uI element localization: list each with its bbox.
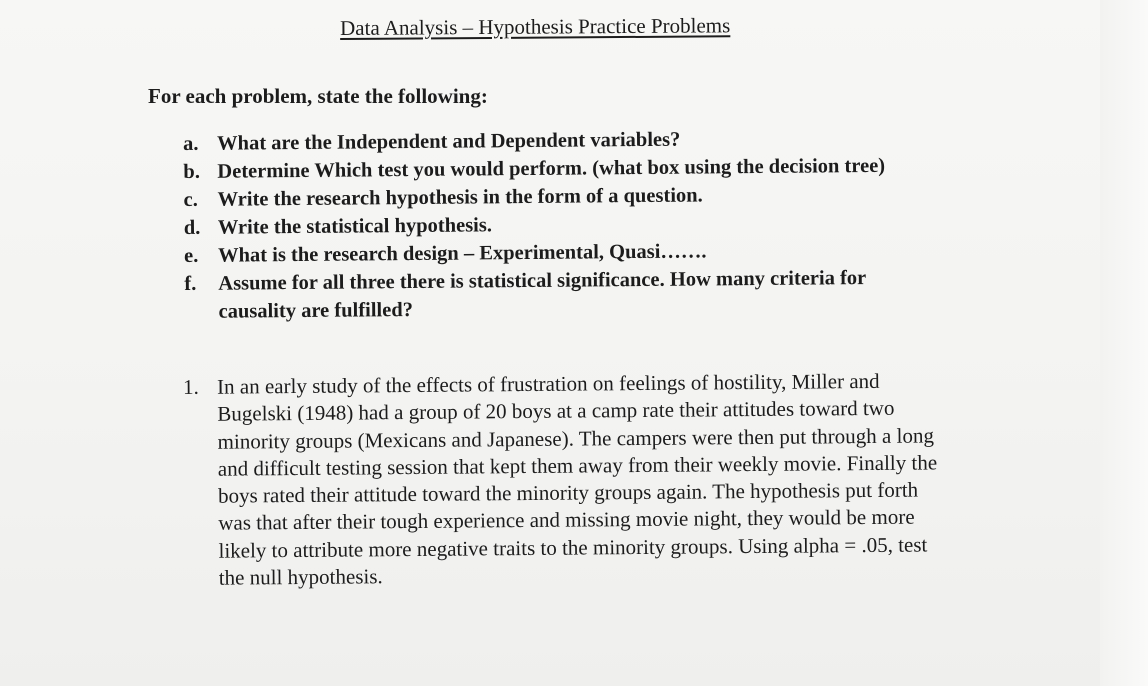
criteria-text: Assume for all three there is statistical significance. How many criteria for causality are fulfilled? [218, 267, 866, 323]
criteria-letter: c. [183, 188, 198, 211]
criteria-text: What are the Independent and Dependent variables? [217, 128, 681, 155]
criteria-text: What is the research design – Experimental, Quasi……. [218, 240, 707, 267]
criteria-text: Write the research hypothesis in the form of a question. [217, 184, 703, 211]
criteria-text: Determine Which test you would perform. (what box using the decision tree) [217, 154, 886, 183]
criteria-item-f [184, 263, 944, 326]
criteria-letter: b. [183, 160, 200, 183]
problem-number: 1. [183, 374, 199, 399]
criteria-letter: e. [184, 244, 199, 267]
criteria-text: Write the statistical hypothesis. [217, 214, 493, 239]
document-title: Data Analysis – Hypothesis Practice Problems [340, 13, 731, 40]
problem-text: In an early study of the effects of frustration on feelings of hostility, Miller and Bugelski (1948) had a group of 20 boys at a camp rate their attitudes toward two minority groups (Mexicans and Japanese). The campers were then put through a long and difficult testing session that kept them away from their weekly movie. Finally the boys rated their attitude toward the minority groups again. The hypothesis put forth was that after their tough experience and missing movie night, they would be more likely to attribute more negative traits to the minority groups. Using alpha = .05, test the null hypothesis. [217, 368, 938, 590]
page-edge-background [1100, 0, 1148, 686]
instructions-intro: For each problem, state the following: [148, 84, 488, 108]
problem-1 [183, 367, 945, 592]
criteria-letter: d. [183, 216, 201, 239]
criteria-letter: a. [183, 132, 199, 155]
criteria-letter: f. [184, 272, 197, 295]
criteria-list [183, 123, 945, 326]
